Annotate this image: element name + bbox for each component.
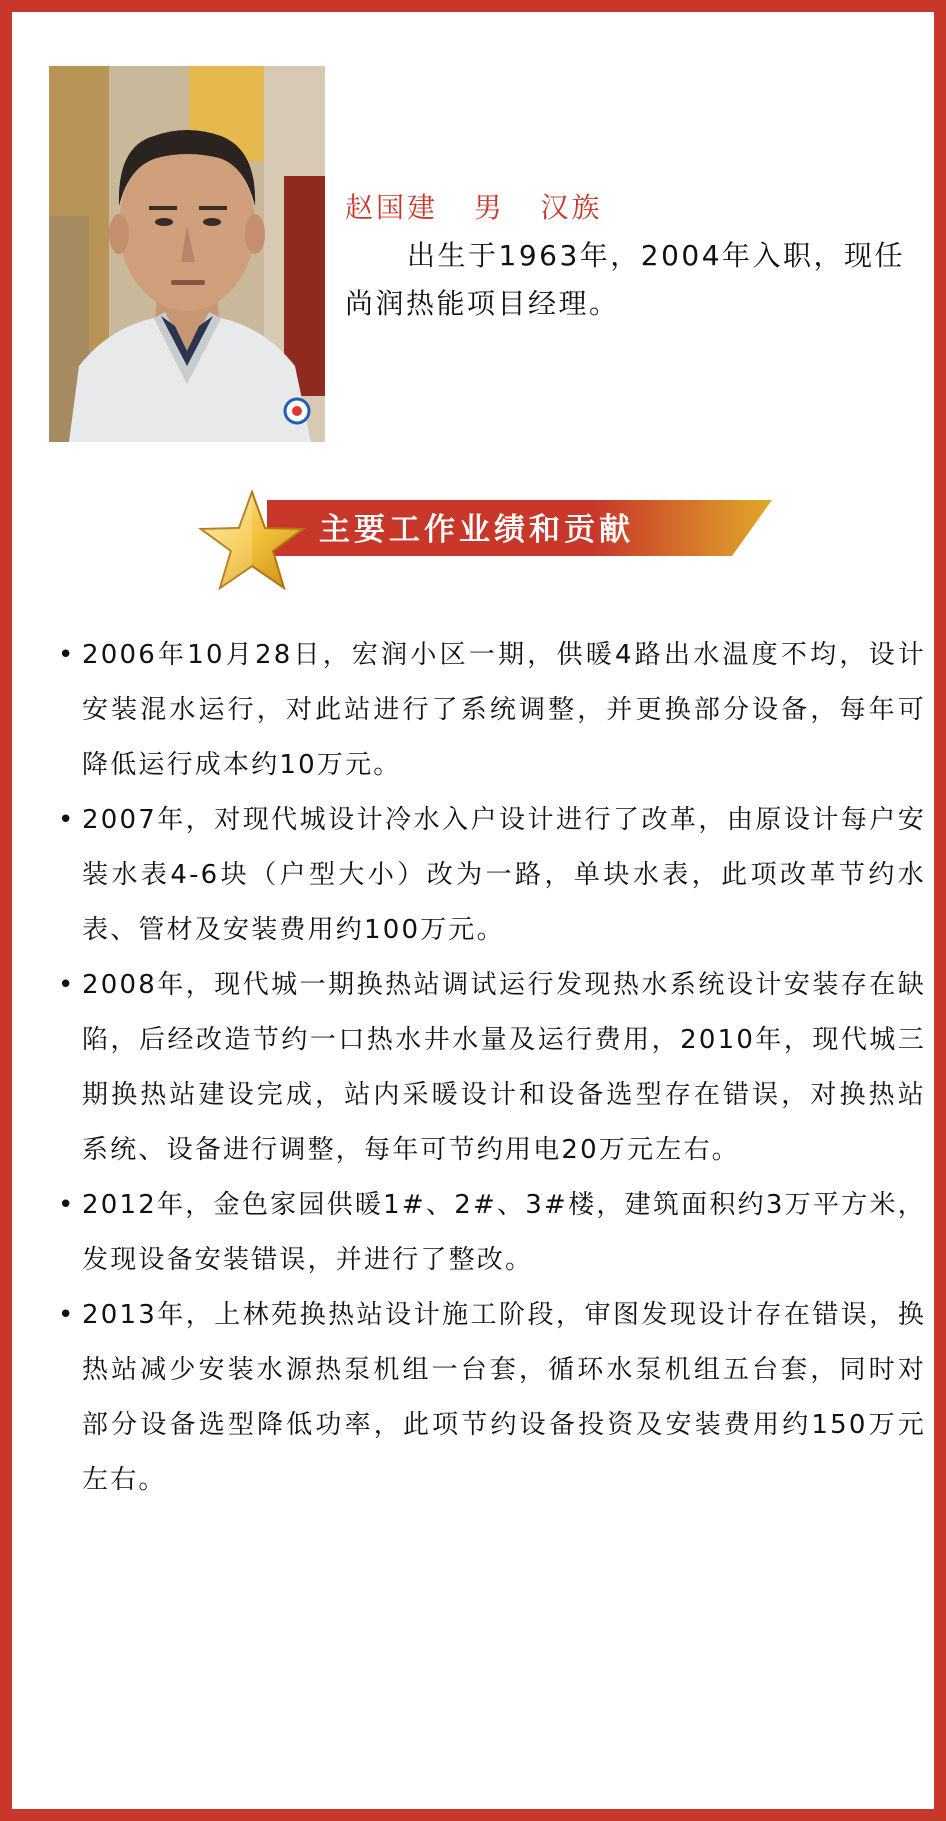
list-item-text: 2013年，上林苑换热站设计施工阶段，审图发现设计存在错误，换热站减少安装水源热泵机组一台套，循环水泵机组五台套，同时对部分设备选型降低功率，此项节约设备投资及安装费用约150万元左右。 — [82, 1300, 926, 1495]
list-item-text: 2006年10月28日，宏润小区一期，供暖4路出水温度不均，设计安装混水运行，对此站进行了系统调整，并更换部分设备，每年可降低运行成本约10万元。 — [82, 640, 926, 780]
list-item — [56, 628, 926, 793]
profile-heading — [345, 184, 930, 232]
bullet-icon: • — [58, 1190, 76, 1220]
list-item — [56, 1178, 926, 1288]
bullet-icon: • — [58, 1300, 76, 1330]
profile-ethnicity: 汉族 — [540, 191, 603, 224]
profile-gender: 男 — [473, 191, 505, 224]
list-item — [56, 1288, 926, 1508]
profile-info — [345, 184, 930, 328]
list-item-text: 2012年，金色家园供暖1#、2#、3#楼，建筑面积约3万平方米，发现设备安装错误，并进行了整改。 — [82, 1190, 926, 1275]
star-icon — [197, 488, 307, 600]
portrait-photo — [49, 66, 325, 442]
bullet-icon: • — [58, 805, 76, 835]
profile-bio: 出生于1963年，2004年入职，现任尚润热能项目经理。 — [345, 239, 906, 320]
list-item-text: 2007年，对现代城设计冷水入户设计进行了改革，由原设计每户安装水表4-6块（户型大小）改为一路，单块水表，此项改革节约水表、管材及安装费用约100万元。 — [82, 805, 926, 945]
achievement-list — [56, 628, 926, 1508]
bullet-icon: • — [58, 970, 76, 1000]
banner-title: 主要工作业绩和贡献 — [319, 512, 634, 548]
bullet-icon: • — [58, 640, 76, 670]
section-banner — [197, 488, 772, 600]
profile-name: 赵国建 — [345, 191, 439, 224]
list-item-text: 2008年，现代城一期换热站调试运行发现热水系统设计安装存在缺陷，后经改造节约一口热水井水量及运行费用，2010年，现代城三期换热站建设完成，站内采暖设计和设备选型存在错误，对换热站系统、设备进行调整，每年可节约用电20万元左右。 — [82, 970, 926, 1165]
list-item — [56, 793, 926, 958]
list-item — [56, 958, 926, 1178]
